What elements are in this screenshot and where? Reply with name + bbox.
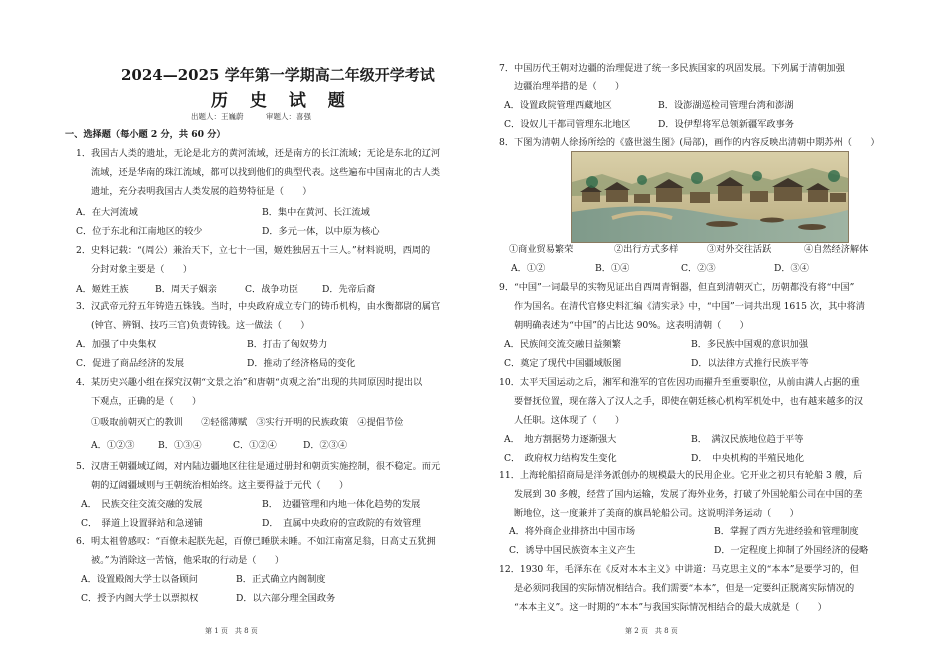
exam-subtitle: 历 史 试 题 <box>211 91 353 111</box>
q9-line: 朝明确表述为“中国”的占比达 90%。这表明清朝（ ） <box>514 320 749 331</box>
q4-line: 4．某历史兴趣小组在探究汉朝“文景之治”和唐朝“贞观之治”出现的共同原因时提出以 <box>76 377 423 388</box>
q11-option-a: A．将外商企业排挤出中国市场 <box>509 526 636 537</box>
q3-line: 3．汉武帝元狩五年铸造五铢钱。当时，中央政府成立专门的铸币机构，由水衡都尉的属官 <box>76 301 441 312</box>
q8-item-3: ③对外交往活跃 <box>707 244 772 255</box>
q11-option-d: D．一定程度上抑制了外国经济的侵略 <box>714 545 869 556</box>
q6-option-b: B．正式确立内阁制度 <box>236 574 326 585</box>
q12-line: “本本主义”。这一时期的“本本”与我国实际情况相结合的最大成就是（ ） <box>514 602 827 613</box>
q5-option-d: D． 直属中央政府的宣政院的有效管理 <box>262 518 421 529</box>
q12-line: 是必须同我国的实际情况相结合。我们需要“本本”，但是一定要纠正脱离实际情况的 <box>514 583 855 594</box>
q12-line: 12．1930 年，毛泽东在《反对本本主义》中讲道：马克思主义的“本本”是要学习的，但 <box>499 564 859 575</box>
q4-option-a: A．①②③ <box>91 440 135 451</box>
exam-title: 2024—2025 学年第一学期高二年级开学考试 <box>121 66 435 84</box>
q6-line: 6．明太祖曾感叹：“百僚未起朕先起，百僚已睡朕未睡。不如江南富足翁，日高丈五犹拥 <box>76 536 436 547</box>
q10-option-d: D． 中央机构的半殖民地化 <box>691 453 805 464</box>
q4-items: ①吸取前朝灭亡的教训 ②轻徭薄赋 ③实行开明的民族政策 ④提倡节俭 <box>91 417 404 428</box>
q7-line: 边疆治理举措的是（ ） <box>514 81 625 92</box>
q10-line: 人任职。这体现了（ ） <box>514 415 625 426</box>
q2-option-b: B．周天子姻亲 <box>155 284 217 295</box>
q10-line: 10．太平天国运动之后，湘军和淮军的官佐因功而擢升至重要职位，从前由满人占据的重 <box>499 377 860 388</box>
q8-item-2: ②出行方式多样 <box>614 244 679 255</box>
q1-option-d: D．多元一体，以中原为核心 <box>262 226 380 237</box>
q8-item-1: ①商业贸易繁荣 <box>509 244 574 255</box>
q2-option-d: D．先帝后裔 <box>322 284 376 295</box>
q10-line: 要督抚位置，现在落入了汉人之手，即使在朝廷核心机构军机处中，也有越来越多的汉 <box>514 396 864 407</box>
q5-line: 朝的辽阔疆域则与王朝统治相始终。这主要得益于元代（ ） <box>91 480 349 491</box>
q3-line: (钟官、辨铜、技巧三官)负责铸钱。这一做法（ ） <box>91 320 310 331</box>
q10-option-b: B． 满汉民族地位趋于平等 <box>691 434 804 445</box>
q8-option-a: A．①② <box>511 263 546 274</box>
q1-line: 1．我国古人类的遗址，无论是北方的黄河流域，还是南方的长江流域；无论是东北的辽河 <box>76 148 441 159</box>
q3-option-a: A．加强了中央集权 <box>76 339 157 350</box>
q2-line: 2．史料记载：“(周公）兼治天下，立七十一国，姬姓独居五十三人。”材料说明，西周的 <box>76 245 431 256</box>
exam-authors: 出题人：王巍蔚 审题人：喜强 <box>191 112 311 121</box>
q1-option-c: C．位于东北和江南地区的较少 <box>76 226 203 237</box>
q2-line: 分封对象主要是（ ） <box>91 264 193 275</box>
q9-line: 作为国名。在清代官修史料汇编《清实录》中，“中国”一词共出现 1615 次，其中将清 <box>514 301 865 312</box>
q10-option-a: A． 地方割据势力逐渐强大 <box>504 434 617 445</box>
q6-option-c: C．授予内阁大学士以票拟权 <box>81 593 199 604</box>
q2-option-a: A．姬姓王族 <box>76 284 129 295</box>
q7-option-b: B．设澎湖巡检司管理台湾和澎湖 <box>658 100 794 111</box>
q9-option-c: C．奠定了现代中国疆域版图 <box>504 358 622 369</box>
q4-option-b: B．①③④ <box>158 440 202 451</box>
q6-option-d: D．以六部分理全国政务 <box>236 593 336 604</box>
q1-line: 遗址，充分表明我国古人类发展的趋势特征是（ ） <box>91 186 312 197</box>
q9-option-a: A．民族间交流交融日益频繁 <box>504 339 621 350</box>
q3-option-b: B．打击了匈奴势力 <box>247 339 328 350</box>
q11-line: 11．上海轮船招商局是洋务派创办的规模最大的民用企业。它开业之初只有轮船 3 艘，后 <box>499 470 863 481</box>
q4-line: 下观点，正确的是（ ） <box>91 396 202 407</box>
q10-option-c: C． 政府权力结构发生变化 <box>504 453 617 464</box>
q8-line: 8．下图为清朝人徐扬所绘的《盛世滋生图》(局部)，画作的内容反映出清朝中期苏州（ ） <box>499 137 880 148</box>
q9-line: 9．“中国”一词最早的实物见证出自西周青铜器，但直到清朝灭亡，历朝都没有将“中国” <box>499 282 855 293</box>
q11-option-b: B．掌握了西方先进经验和管理制度 <box>714 526 859 537</box>
q7-option-a: A．设置政院管理西藏地区 <box>504 100 612 111</box>
q1-line: 流域，还是华南的珠江流域，都可以找到他们的典型代表。这些遍布中国南北的古人类 <box>91 167 441 178</box>
q11-line: 断地位，这一度兼并了美商的旗昌轮船公司。这说明洋务运动（ ） <box>514 508 799 519</box>
q4-option-c: C．①②④ <box>233 440 277 451</box>
q7-line: 7．中国历代王朝对边疆的治理促进了统一多民族国家的巩固发展。下列属于清朝加强 <box>499 63 845 74</box>
q8-item-4: ④自然经济解体 <box>804 244 869 255</box>
q11-option-c: C．诱导中国民族资本主义产生 <box>509 545 636 556</box>
q8-option-b: B．①④ <box>595 263 630 274</box>
q3-option-c: C．促进了商品经济的发展 <box>76 358 185 369</box>
right-page-cont <box>475 0 950 672</box>
q6-option-a: A．设置殿阁大学士以备顾问 <box>81 574 198 585</box>
q1-option-b: B．集中在黄河、长江流域 <box>262 207 370 218</box>
page-footer: 第 2 页 共 8 页 <box>625 627 678 635</box>
page-footer: 第 1 页 共 8 页 <box>205 627 258 635</box>
q4-option-d: D．②③④ <box>303 440 348 451</box>
section-heading: 一、选择题（每小题 2 分，共 60 分） <box>65 129 226 140</box>
q8-option-d: D．③④ <box>774 263 809 274</box>
q7-option-c: C．设奴儿干都司管理东北地区 <box>504 119 631 130</box>
q5-option-c: C． 驿道上设置驿站和急递铺 <box>81 518 203 529</box>
q5-option-b: B． 边疆管理和内地一体化趋势的发展 <box>262 499 421 510</box>
q7-option-d: D．设伊犁将军总领新疆军政事务 <box>658 119 794 130</box>
q5-line: 5．汉唐王朝疆域辽阔，对内陆边疆地区往往是通过册封和朝贡实施控制，很不稳定。而元 <box>76 461 441 472</box>
q3-option-d: D．推动了经济格局的变化 <box>247 358 356 369</box>
q8-option-c: C．②③ <box>681 263 716 274</box>
q9-option-d: D．以法律方式推行民族平等 <box>691 358 809 369</box>
q6-line: 被。”为消除这一苦恼，他采取的行动是（ ） <box>91 555 285 566</box>
q9-option-b: B．多民族中国观的意识加强 <box>691 339 809 350</box>
q5-option-a: A． 民族交往交流交融的发展 <box>81 499 203 510</box>
q2-option-c: C．战争功臣 <box>245 284 298 295</box>
q11-line: 发展到 30 多艘，经营了国内运输，发展了海外业务，打破了外国轮船公司在中国的垄 <box>514 489 863 500</box>
q1-option-a: A．在大河流域 <box>76 207 138 218</box>
